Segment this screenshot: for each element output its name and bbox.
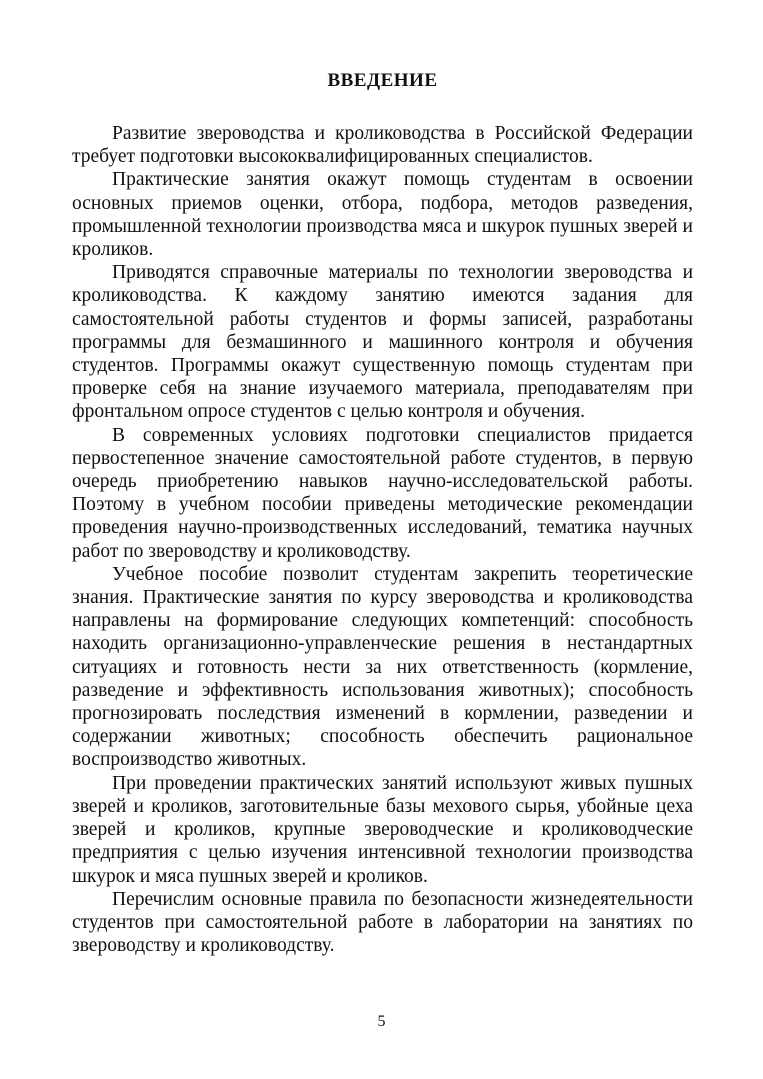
paragraph: В современных условиях подготовки специалистов придается первостепенное значение самостоятельной работе студентов, в первую очередь приобретению навыков научно-исследовательской работы. Поэтому в учебном пособии приведены методические рекомендации проведения научно-производственных исследований, тематика научных работ по звероводству и кролиководству.: [72, 424, 693, 562]
paragraph: Практические занятия окажут помощь студентам в освоении основных приемов оценки, отбора, подбора, методов разведения, промышленной технологии производства мяса и шкурок пушных зверей и кроликов.: [72, 169, 693, 261]
paragraph: Учебное пособие позволит студентам закрепить теоретические знания. Практические занятия по курсу звероводства и кролиководства направлены на формирование следующих компетенций: способность находить организационно-управленческие решения в нестандартных ситуациях и готовность нести за них ответственность (кормление, разведение и эффективность использования животных); способность прогнозировать последствия изменений в кормлении, разведении и содержании животных; способность обеспечить рациональное воспроизводство животных.: [72, 563, 693, 771]
page-number: 5: [377, 1013, 386, 1030]
paragraph: При проведении практических занятий используют живых пушных зверей и кроликов, заготовительные базы мехового сырья, убойные цеха зверей и кроликов, крупные звероводческие и кролиководческие предприятия с целью изучения интенсивной технологии производства шкурок и мяса пушных зверей и кроликов.: [72, 772, 693, 887]
paragraph: Приводятся справочные материалы по технологии звероводства и кролиководства. К каждому занятию имеются задания для самостоятельной работы студентов и формы записей, разработаны программы для безмашинного и машинного контроля и обучения студентов. Программы окажут существенную помощь студентам при проверке себя на знание изучаемого материала, преподавателям при фронтальном опросе студентов с целью контроля и обучения.: [72, 262, 693, 423]
paragraph: Перечислим основные правила по безопасности жизнедеятельности студентов при самостоятельной работе в лаборатории на занятиях по звероводству и кролиководству.: [72, 888, 693, 957]
page-body: [72, 66, 693, 957]
paragraph: Развитие звероводства и кролиководства в Российской Федерации требует подготовки высококвалифицированных специалистов.: [72, 123, 693, 168]
page-title: ВВЕДЕНИЕ: [327, 70, 438, 91]
